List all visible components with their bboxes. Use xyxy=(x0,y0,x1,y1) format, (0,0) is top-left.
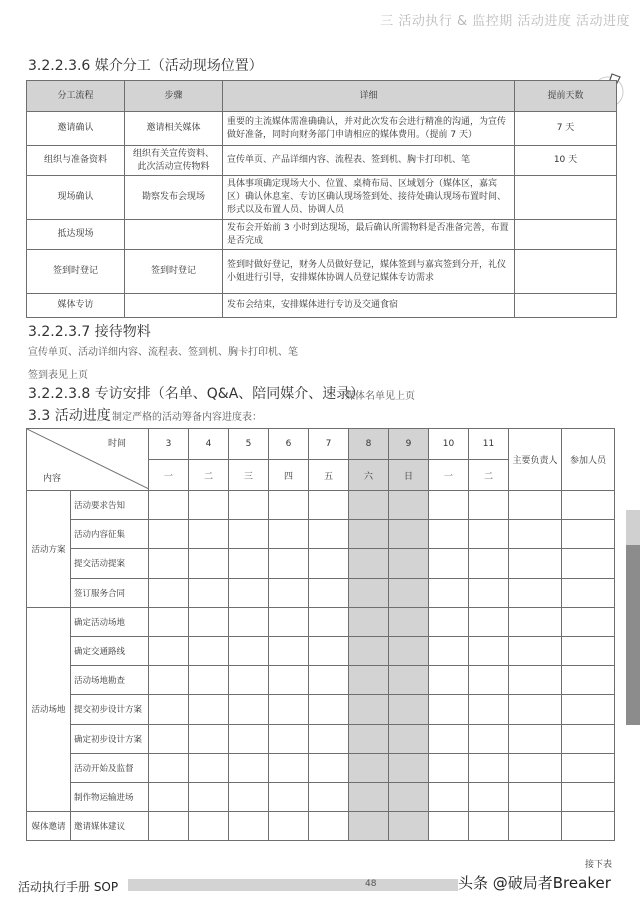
schedule-cell xyxy=(469,724,509,753)
schedule-cell xyxy=(309,812,349,841)
media-days-cell: 10 天 xyxy=(515,146,617,176)
participants-cell xyxy=(562,695,615,724)
media-header-step: 步骤 xyxy=(125,81,223,112)
section-3-2-2-3-8-title: 3.2.2.3.8 专访安排（名单、Q&A、陪同媒介、速录） xyxy=(28,386,365,402)
participants-cell xyxy=(562,753,615,782)
owner-cell xyxy=(509,666,562,695)
schedule-cell xyxy=(429,491,469,520)
schedule-cell xyxy=(189,520,229,549)
media-detail-cell: 具体事项确定现场大小、位置、桌椅布局、区域划分（媒体区，嘉宾区）确认休息室、专访区确认现场签到处、接待处确认现场布置时间、形式以及布置人员、协调人员 xyxy=(223,176,515,220)
schedule-cell xyxy=(469,695,509,724)
schedule-cell xyxy=(309,695,349,724)
owner-cell xyxy=(509,549,562,578)
media-days-cell xyxy=(515,176,617,220)
watermark: 头条 @破局者Breaker xyxy=(458,874,611,892)
schedule-cell xyxy=(269,724,309,753)
task-cell: 签订服务合同 xyxy=(71,578,149,607)
section-3-3-subtitle: 制定严格的活动筹备内容进度表： xyxy=(112,412,262,423)
schedule-cell xyxy=(149,724,189,753)
schedule-cell xyxy=(389,753,429,782)
owner-cell xyxy=(509,607,562,636)
schedule-cell xyxy=(229,549,269,578)
media-table-header-row xyxy=(27,81,617,112)
schedule-cell xyxy=(149,578,189,607)
schedule-cell xyxy=(469,549,509,578)
owner-cell xyxy=(509,636,562,665)
schedule-cell xyxy=(229,491,269,520)
participants-cell xyxy=(562,549,615,578)
media-step-cell: 勘察发布会现场 xyxy=(125,176,223,220)
schedule-cell xyxy=(469,607,509,636)
owner-cell xyxy=(509,724,562,753)
continue-note: 接下表 xyxy=(585,860,613,870)
schedule-cell xyxy=(389,491,429,520)
task-cell: 活动内容征集 xyxy=(71,520,149,549)
media-detail-cell: 重要的主流媒体需准确确认，并对此次发布会进行精准的沟通，为宣传做好准备，同时向财务部门申请相应的媒体费用。（提前 7 天） xyxy=(223,112,515,146)
media-detail-cell: 宣传单页、产品详细内容、流程表、签到机、胸卡打印机、笔 xyxy=(223,146,515,176)
schedule-cell xyxy=(269,812,309,841)
progress-task-row xyxy=(27,666,615,695)
schedule-cell xyxy=(269,520,309,549)
schedule-cell xyxy=(229,695,269,724)
media-step-cell: 邀请相关媒体 xyxy=(125,112,223,146)
schedule-cell xyxy=(429,695,469,724)
schedule-cell xyxy=(349,753,389,782)
task-cell: 制作物运输进场 xyxy=(71,782,149,811)
media-header-detail: 详细 xyxy=(223,81,515,112)
time-label: 时间 xyxy=(107,439,126,449)
schedule-cell xyxy=(309,549,349,578)
schedule-cell xyxy=(469,491,509,520)
media-days-cell: 7 天 xyxy=(515,112,617,146)
schedule-cell xyxy=(229,520,269,549)
schedule-cell xyxy=(389,782,429,811)
schedule-cell xyxy=(349,578,389,607)
schedule-cell xyxy=(189,782,229,811)
schedule-cell xyxy=(389,695,429,724)
schedule-cell xyxy=(429,724,469,753)
date-cell: 3 xyxy=(149,429,189,460)
time-content-corner-cell xyxy=(27,429,149,491)
progress-task-row xyxy=(27,636,615,665)
schedule-cell xyxy=(309,724,349,753)
progress-body xyxy=(27,491,615,841)
schedule-cell xyxy=(429,578,469,607)
participants-cell xyxy=(562,636,615,665)
schedule-cell xyxy=(149,666,189,695)
schedule-cell xyxy=(149,782,189,811)
participants-header: 参加人员 xyxy=(562,429,615,491)
schedule-cell xyxy=(269,491,309,520)
media-process-cell: 签到时登记 xyxy=(27,250,125,294)
participants-cell xyxy=(562,724,615,753)
media-step-cell xyxy=(125,220,223,250)
media-step-cell: 组织有关宣传资料、此次活动宣传物料 xyxy=(125,146,223,176)
side-tab xyxy=(626,545,640,725)
schedule-cell xyxy=(149,607,189,636)
schedule-cell xyxy=(229,636,269,665)
task-cell: 确定初步设计方案 xyxy=(71,724,149,753)
schedule-cell xyxy=(229,607,269,636)
task-cell: 提交初步设计方案 xyxy=(71,695,149,724)
schedule-cell xyxy=(269,578,309,607)
schedule-cell xyxy=(389,812,429,841)
content-label: 内容 xyxy=(43,474,62,484)
schedule-cell xyxy=(269,607,309,636)
date-cell: 11 xyxy=(469,429,509,460)
media-header-process: 分工流程 xyxy=(27,81,125,112)
schedule-cell xyxy=(389,666,429,695)
media-process-cell: 邀请确认 xyxy=(27,112,125,146)
category-cell: 活动方案 xyxy=(27,491,71,608)
participants-cell xyxy=(562,666,615,695)
media-process-cell: 现场确认 xyxy=(27,176,125,220)
schedule-cell xyxy=(389,724,429,753)
date-cell: 4 xyxy=(189,429,229,460)
weekday-cell: 一 xyxy=(429,460,469,491)
schedule-cell xyxy=(429,666,469,695)
weekday-cell: 二 xyxy=(189,460,229,491)
schedule-cell xyxy=(349,724,389,753)
main-owner-header: 主要负责人 xyxy=(509,429,562,491)
schedule-cell xyxy=(309,753,349,782)
media-days-cell xyxy=(515,220,617,250)
owner-cell xyxy=(509,753,562,782)
weekday-cell: 三 xyxy=(229,460,269,491)
participants-cell xyxy=(562,782,615,811)
task-cell: 活动场地勘查 xyxy=(71,666,149,695)
schedule-cell xyxy=(469,666,509,695)
media-division-table xyxy=(26,80,617,318)
media-process-cell: 媒体专访 xyxy=(27,294,125,318)
category-cell: 活动场地 xyxy=(27,607,71,811)
progress-task-row xyxy=(27,695,615,724)
schedule-cell xyxy=(349,491,389,520)
progress-task-row xyxy=(27,578,615,607)
schedule-cell xyxy=(389,636,429,665)
date-cell: 9 xyxy=(389,429,429,460)
page-header: 三 活动执行 & 监控期 活动进度 活动进度 xyxy=(380,14,630,29)
schedule-cell xyxy=(269,549,309,578)
schedule-cell xyxy=(149,549,189,578)
progress-task-row xyxy=(27,491,615,520)
schedule-cell xyxy=(229,753,269,782)
footer-title: 活动执行手册 SOP xyxy=(18,880,119,894)
weekday-cell: 四 xyxy=(269,460,309,491)
progress-date-row xyxy=(27,429,615,460)
media-table-row xyxy=(27,112,617,146)
progress-task-row xyxy=(27,782,615,811)
footer-bar xyxy=(128,879,458,891)
schedule-cell xyxy=(229,578,269,607)
media-detail-cell: 签到时做好登记，财务人员做好登记，媒体签到与嘉宾签到分开，礼仪小姐进行引导，安排媒体协调人员登记媒体专访需求 xyxy=(223,250,515,294)
media-table-row xyxy=(27,220,617,250)
weekday-cell: 一 xyxy=(149,460,189,491)
schedule-cell xyxy=(389,578,429,607)
progress-task-row xyxy=(27,549,615,578)
participants-cell xyxy=(562,607,615,636)
schedule-cell xyxy=(349,607,389,636)
schedule-cell xyxy=(429,607,469,636)
schedule-cell xyxy=(469,636,509,665)
schedule-cell xyxy=(469,782,509,811)
schedule-cell xyxy=(189,491,229,520)
schedule-cell xyxy=(189,695,229,724)
task-cell: 确定交通路线 xyxy=(71,636,149,665)
side-tab-light xyxy=(626,510,640,545)
date-cell: 5 xyxy=(229,429,269,460)
schedule-cell xyxy=(189,549,229,578)
media-step-cell: 签到时登记 xyxy=(125,250,223,294)
owner-cell xyxy=(509,695,562,724)
media-step-cell xyxy=(125,294,223,318)
section-3-2-2-3-6-title: 3.2.2.3.6 媒介分工（活动现场位置） xyxy=(28,58,263,74)
date-cell: 8 xyxy=(349,429,389,460)
owner-cell xyxy=(509,782,562,811)
schedule-cell xyxy=(389,520,429,549)
schedule-cell xyxy=(149,520,189,549)
schedule-cell xyxy=(429,812,469,841)
progress-schedule-table xyxy=(26,428,615,841)
schedule-cell xyxy=(469,520,509,549)
owner-cell xyxy=(509,491,562,520)
schedule-cell xyxy=(149,753,189,782)
schedule-cell xyxy=(149,491,189,520)
progress-task-row xyxy=(27,753,615,782)
schedule-cell xyxy=(429,636,469,665)
schedule-cell xyxy=(309,782,349,811)
schedule-cell xyxy=(349,520,389,549)
media-list-note: 媒体名单见上页 xyxy=(345,391,415,402)
reception-materials-text: 宣传单页、活动详细内容、流程表、签到机、胸卡打印机、笔 xyxy=(28,347,298,358)
schedule-cell xyxy=(229,812,269,841)
schedule-cell xyxy=(309,578,349,607)
schedule-cell xyxy=(149,636,189,665)
media-days-cell xyxy=(515,294,617,318)
schedule-cell xyxy=(269,636,309,665)
media-table-row xyxy=(27,146,617,176)
page-number: 48 xyxy=(365,879,377,889)
media-detail-cell: 发布会开始前 3 小时到达现场，最后确认所需物料是否准备完善，布置是否完成 xyxy=(223,220,515,250)
progress-task-row xyxy=(27,724,615,753)
media-table-row xyxy=(27,176,617,220)
schedule-cell xyxy=(189,724,229,753)
media-table-row xyxy=(27,294,617,318)
schedule-cell xyxy=(389,607,429,636)
schedule-cell xyxy=(309,636,349,665)
schedule-cell xyxy=(189,666,229,695)
schedule-cell xyxy=(229,666,269,695)
schedule-cell xyxy=(309,491,349,520)
media-days-cell xyxy=(515,250,617,294)
progress-task-row xyxy=(27,607,615,636)
schedule-cell xyxy=(269,695,309,724)
schedule-cell xyxy=(309,607,349,636)
date-cell: 10 xyxy=(429,429,469,460)
sign-in-sheet-note: 签到表见上页 xyxy=(28,370,88,381)
schedule-cell xyxy=(349,812,389,841)
schedule-cell xyxy=(389,549,429,578)
schedule-cell xyxy=(349,666,389,695)
schedule-cell xyxy=(429,753,469,782)
schedule-cell xyxy=(469,578,509,607)
date-cell: 7 xyxy=(309,429,349,460)
schedule-cell xyxy=(189,812,229,841)
progress-task-row xyxy=(27,812,615,841)
schedule-cell xyxy=(429,549,469,578)
owner-cell xyxy=(509,578,562,607)
schedule-cell xyxy=(189,578,229,607)
schedule-cell xyxy=(189,753,229,782)
schedule-cell xyxy=(189,607,229,636)
participants-cell xyxy=(562,520,615,549)
task-cell: 确定活动场地 xyxy=(71,607,149,636)
media-process-cell: 组织与准备资料 xyxy=(27,146,125,176)
section-3-3-title: 3.3 活动进度 xyxy=(28,408,111,424)
schedule-cell xyxy=(269,782,309,811)
schedule-cell xyxy=(189,636,229,665)
schedule-cell xyxy=(269,666,309,695)
media-process-cell: 抵达现场 xyxy=(27,220,125,250)
schedule-cell xyxy=(349,549,389,578)
weekday-cell: 六 xyxy=(349,460,389,491)
media-header-days: 提前天数 xyxy=(515,81,617,112)
participants-cell xyxy=(562,578,615,607)
schedule-cell xyxy=(309,666,349,695)
media-detail-cell: 发布会结束，安排媒体进行专访及交通食宿 xyxy=(223,294,515,318)
schedule-cell xyxy=(429,782,469,811)
weekday-cell: 日 xyxy=(389,460,429,491)
media-table-row xyxy=(27,250,617,294)
task-cell: 活动开始及监督 xyxy=(71,753,149,782)
schedule-cell xyxy=(229,724,269,753)
task-cell: 活动要求告知 xyxy=(71,491,149,520)
schedule-cell xyxy=(149,695,189,724)
schedule-cell xyxy=(349,782,389,811)
schedule-cell xyxy=(429,520,469,549)
schedule-cell xyxy=(469,812,509,841)
task-cell: 提交活动提案 xyxy=(71,549,149,578)
schedule-cell xyxy=(349,636,389,665)
task-cell: 邀请媒体建议 xyxy=(71,812,149,841)
category-cell: 媒体邀请 xyxy=(27,812,71,841)
schedule-cell xyxy=(469,753,509,782)
schedule-cell xyxy=(309,520,349,549)
participants-cell xyxy=(562,812,615,841)
owner-cell xyxy=(509,520,562,549)
weekday-cell: 二 xyxy=(469,460,509,491)
schedule-cell xyxy=(349,695,389,724)
date-cell: 6 xyxy=(269,429,309,460)
section-3-2-2-3-7-title: 3.2.2.3.7 接待物料 xyxy=(28,324,151,340)
participants-cell xyxy=(562,491,615,520)
weekday-cell: 五 xyxy=(309,460,349,491)
schedule-cell xyxy=(269,753,309,782)
schedule-cell xyxy=(229,782,269,811)
progress-task-row xyxy=(27,520,615,549)
owner-cell xyxy=(509,812,562,841)
schedule-cell xyxy=(149,812,189,841)
